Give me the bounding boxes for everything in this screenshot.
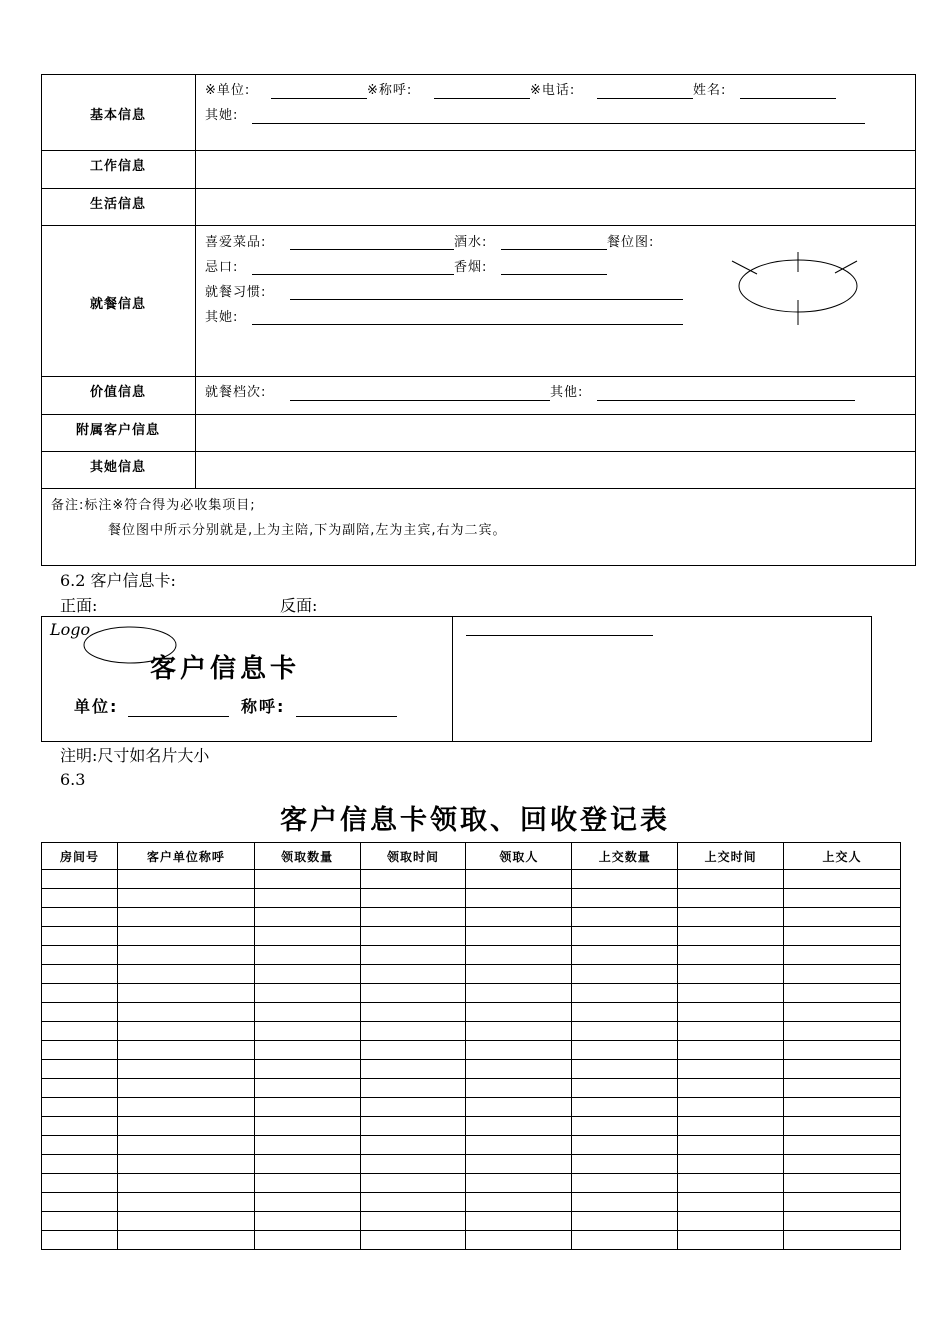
register-cell[interactable]	[254, 870, 360, 889]
register-cell[interactable]	[117, 908, 254, 927]
register-cell[interactable]	[572, 1003, 678, 1022]
row-label-dining: 就餐信息	[89, 297, 146, 312]
register-cell[interactable]	[572, 1212, 678, 1231]
card-title-line[interactable]	[296, 716, 397, 717]
register-cell[interactable]	[42, 984, 118, 1003]
register-row	[42, 1098, 901, 1117]
register-cell[interactable]	[784, 1079, 901, 1098]
register-cell[interactable]	[360, 1098, 466, 1117]
card-unit-line[interactable]	[128, 716, 229, 717]
register-cell[interactable]	[42, 1022, 118, 1041]
register-cell[interactable]	[117, 1003, 254, 1022]
register-cell[interactable]	[466, 984, 572, 1003]
field-label-cigarette: 香烟:	[454, 260, 488, 275]
register-cell[interactable]	[117, 1079, 254, 1098]
register-title: 客户信息卡领取、回收登记表	[280, 805, 670, 836]
register-cell[interactable]	[784, 1060, 901, 1079]
register-table	[41, 842, 901, 1250]
field-basic-other-line[interactable]	[252, 123, 865, 124]
field-favorite-dish-line[interactable]	[290, 249, 454, 250]
register-cell[interactable]	[360, 1174, 466, 1193]
register-cell[interactable]	[678, 1117, 784, 1136]
register-cell[interactable]	[784, 1117, 901, 1136]
register-cell[interactable]	[784, 1174, 901, 1193]
column-header: 上交人	[784, 843, 901, 870]
register-cell[interactable]	[466, 946, 572, 965]
register-cell[interactable]	[466, 1193, 572, 1212]
register-cell[interactable]	[678, 1098, 784, 1117]
register-cell[interactable]	[254, 1155, 360, 1174]
column-header: 上交时间	[678, 843, 784, 870]
register-cell[interactable]	[572, 1041, 678, 1060]
card-front-label: 正面:	[60, 596, 98, 615]
register-cell[interactable]	[784, 908, 901, 927]
register-cell[interactable]	[42, 1212, 118, 1231]
column-header: 上交数量	[572, 843, 678, 870]
card-logo-text: Logo	[50, 620, 91, 639]
register-row	[42, 1136, 901, 1155]
field-label-unit: ※单位:	[205, 83, 251, 98]
register-row	[42, 1212, 901, 1231]
register-row	[42, 965, 901, 984]
register-cell[interactable]	[572, 1079, 678, 1098]
register-body	[42, 870, 901, 1250]
register-cell[interactable]	[572, 1117, 678, 1136]
register-cell[interactable]	[572, 1231, 678, 1250]
field-label-seat-chart: 餐位图:	[607, 235, 655, 250]
register-cell[interactable]	[678, 908, 784, 927]
row-label-affiliated: 附属客户信息	[75, 423, 160, 438]
register-cell[interactable]	[42, 946, 118, 965]
register-cell[interactable]	[42, 889, 118, 908]
register-cell[interactable]	[360, 1041, 466, 1060]
register-cell[interactable]	[117, 889, 254, 908]
register-cell[interactable]	[254, 889, 360, 908]
row-label-basic: 基本信息	[89, 108, 146, 123]
register-cell[interactable]	[42, 1174, 118, 1193]
register-cell[interactable]	[360, 965, 466, 984]
register-cell[interactable]	[254, 927, 360, 946]
register-cell[interactable]	[360, 870, 466, 889]
row-label-other: 其她信息	[89, 460, 146, 475]
register-row	[42, 1193, 901, 1212]
register-cell[interactable]	[572, 870, 678, 889]
register-cell[interactable]	[678, 1193, 784, 1212]
register-cell[interactable]	[254, 1193, 360, 1212]
column-header: 领取人	[466, 843, 572, 870]
register-cell[interactable]	[117, 965, 254, 984]
register-cell[interactable]	[678, 1060, 784, 1079]
column-header: 客户单位称呼	[117, 843, 254, 870]
register-cell[interactable]	[117, 1041, 254, 1060]
register-cell[interactable]	[42, 908, 118, 927]
row-label-value: 价值信息	[89, 385, 146, 400]
register-cell[interactable]	[678, 1174, 784, 1193]
register-row	[42, 908, 901, 927]
field-taboo-line[interactable]	[252, 274, 454, 275]
register-cell[interactable]	[254, 1098, 360, 1117]
register-header-row	[42, 843, 901, 870]
note-line-1: 备注:标注※符合得为必收集项目;	[51, 498, 256, 513]
register-row	[42, 1231, 901, 1250]
register-cell[interactable]	[360, 1231, 466, 1250]
register-cell[interactable]	[254, 1136, 360, 1155]
register-cell[interactable]	[42, 1003, 118, 1022]
register-cell[interactable]	[360, 1117, 466, 1136]
register-cell[interactable]	[360, 1003, 466, 1022]
card-back-label: 反面:	[280, 596, 318, 615]
register-cell[interactable]	[42, 1060, 118, 1079]
register-cell[interactable]	[117, 1231, 254, 1250]
register-cell[interactable]	[117, 1098, 254, 1117]
register-cell[interactable]	[466, 1117, 572, 1136]
card-frame	[0, 610, 950, 750]
register-cell[interactable]	[784, 946, 901, 965]
card-label-unit: 单位:	[74, 697, 119, 716]
register-cell[interactable]	[572, 946, 678, 965]
register-cell[interactable]	[42, 1136, 118, 1155]
register-cell[interactable]	[678, 965, 784, 984]
note-line-2: 餐位图中所示分别就是,上为主陪,下为副陪,左为主宾,右为二宾。	[108, 523, 507, 538]
register-cell[interactable]	[42, 965, 118, 984]
register-row	[42, 1022, 901, 1041]
register-cell[interactable]	[678, 1003, 784, 1022]
register-row	[42, 1003, 901, 1022]
register-cell[interactable]	[254, 1022, 360, 1041]
register-cell[interactable]	[784, 1136, 901, 1155]
register-cell[interactable]	[254, 1231, 360, 1250]
register-cell[interactable]	[117, 1193, 254, 1212]
register-cell[interactable]	[117, 927, 254, 946]
register-cell[interactable]	[360, 927, 466, 946]
register-cell[interactable]	[784, 1098, 901, 1117]
register-cell[interactable]	[466, 1212, 572, 1231]
field-label-habit: 就餐习惯:	[205, 285, 267, 300]
register-cell[interactable]	[678, 1155, 784, 1174]
register-cell[interactable]	[572, 1098, 678, 1117]
field-level-line[interactable]	[290, 400, 550, 401]
register-cell[interactable]	[360, 1193, 466, 1212]
field-dining-other-line[interactable]	[252, 324, 683, 325]
field-value-other-line[interactable]	[597, 400, 855, 401]
register-cell[interactable]	[117, 870, 254, 889]
register-cell[interactable]	[572, 1155, 678, 1174]
register-cell[interactable]	[678, 984, 784, 1003]
register-cell[interactable]	[572, 1022, 678, 1041]
register-cell[interactable]	[117, 946, 254, 965]
field-label-basic-other: 其她:	[205, 108, 239, 123]
card-back-line[interactable]	[466, 635, 653, 636]
register-cell[interactable]	[360, 1022, 466, 1041]
register-cell[interactable]	[360, 1060, 466, 1079]
register-cell[interactable]	[254, 1117, 360, 1136]
register-cell[interactable]	[678, 1041, 784, 1060]
register-cell[interactable]	[360, 946, 466, 965]
register-cell[interactable]	[42, 1155, 118, 1174]
register-cell[interactable]	[254, 1003, 360, 1022]
register-cell[interactable]	[117, 1212, 254, 1231]
register-cell[interactable]	[572, 1174, 678, 1193]
register-cell[interactable]	[42, 1079, 118, 1098]
register-cell[interactable]	[784, 1231, 901, 1250]
row-label-work: 工作信息	[89, 159, 146, 174]
register-cell[interactable]	[784, 1212, 901, 1231]
register-cell[interactable]	[678, 1212, 784, 1231]
register-cell[interactable]	[466, 927, 572, 946]
register-row	[42, 927, 901, 946]
register-cell[interactable]	[42, 927, 118, 946]
register-cell[interactable]	[254, 1079, 360, 1098]
register-cell[interactable]	[572, 1136, 678, 1155]
register-cell[interactable]	[784, 870, 901, 889]
register-cell[interactable]	[117, 1174, 254, 1193]
register-cell[interactable]	[678, 1231, 784, 1250]
register-cell[interactable]	[678, 927, 784, 946]
card-title: 客户信息卡	[150, 654, 301, 684]
register-cell[interactable]	[466, 1003, 572, 1022]
register-cell[interactable]	[572, 1060, 678, 1079]
register-cell[interactable]	[254, 984, 360, 1003]
register-cell[interactable]	[466, 1098, 572, 1117]
register-cell[interactable]	[784, 1155, 901, 1174]
register-cell[interactable]	[117, 1117, 254, 1136]
seat-chart-diagram	[725, 245, 870, 330]
register-cell[interactable]	[678, 1079, 784, 1098]
register-cell[interactable]	[466, 1060, 572, 1079]
register-row	[42, 984, 901, 1003]
register-cell[interactable]	[117, 1060, 254, 1079]
register-row	[42, 1117, 901, 1136]
register-cell[interactable]	[572, 1193, 678, 1212]
register-cell[interactable]	[360, 1155, 466, 1174]
register-cell[interactable]	[360, 984, 466, 1003]
register-cell[interactable]	[360, 889, 466, 908]
register-cell[interactable]	[784, 1193, 901, 1212]
register-cell[interactable]	[117, 1136, 254, 1155]
register-cell[interactable]	[678, 889, 784, 908]
register-cell[interactable]	[466, 965, 572, 984]
register-cell[interactable]	[678, 1022, 784, 1041]
register-cell[interactable]	[466, 1136, 572, 1155]
register-cell[interactable]	[466, 1079, 572, 1098]
register-cell[interactable]	[572, 889, 678, 908]
register-cell[interactable]	[42, 1117, 118, 1136]
register-row	[42, 1041, 901, 1060]
column-header: 领取数量	[254, 843, 360, 870]
register-cell[interactable]	[784, 984, 901, 1003]
field-label-level: 就餐档次:	[205, 385, 267, 400]
register-row	[42, 946, 901, 965]
register-cell[interactable]	[42, 1041, 118, 1060]
register-cell[interactable]	[254, 1212, 360, 1231]
register-cell[interactable]	[466, 1022, 572, 1041]
register-row	[42, 1079, 901, 1098]
field-phone-line[interactable]	[597, 98, 693, 99]
field-title-line[interactable]	[434, 98, 530, 99]
register-cell[interactable]	[678, 946, 784, 965]
column-header: 领取时间	[360, 843, 466, 870]
field-label-taboo: 忌口:	[205, 260, 239, 275]
register-cell[interactable]	[572, 984, 678, 1003]
card-size-note: 注明:尺寸如名片大小	[60, 746, 210, 765]
register-cell[interactable]	[572, 908, 678, 927]
card-label-title: 称呼:	[241, 697, 286, 716]
field-drinks-line[interactable]	[501, 249, 607, 250]
register-cell[interactable]	[254, 908, 360, 927]
field-label-title: ※称呼:	[367, 83, 413, 98]
register-cell[interactable]	[572, 965, 678, 984]
column-header: 房间号	[42, 843, 118, 870]
register-section-number: 6.3	[60, 770, 86, 789]
register-cell[interactable]	[117, 1155, 254, 1174]
register-cell[interactable]	[466, 870, 572, 889]
card-section-heading: 6.2 客户信息卡:	[60, 571, 176, 590]
register-row	[42, 889, 901, 908]
register-cell[interactable]	[466, 1231, 572, 1250]
field-label-drinks: 酒水:	[454, 235, 488, 250]
register-cell[interactable]	[784, 965, 901, 984]
field-label-name: 姓名:	[693, 83, 727, 98]
field-label-dining-other: 其她:	[205, 310, 239, 325]
register-cell[interactable]	[117, 1022, 254, 1041]
register-cell[interactable]	[42, 870, 118, 889]
field-label-favorite-dish: 喜爱菜品:	[205, 235, 267, 250]
register-cell[interactable]	[360, 1212, 466, 1231]
register-cell[interactable]	[466, 908, 572, 927]
row-label-life: 生活信息	[89, 197, 146, 212]
register-cell[interactable]	[678, 870, 784, 889]
register-cell[interactable]	[360, 1079, 466, 1098]
register-row	[42, 1060, 901, 1079]
register-cell[interactable]	[784, 889, 901, 908]
register-cell[interactable]	[254, 1060, 360, 1079]
register-row	[42, 1174, 901, 1193]
register-cell[interactable]	[360, 1136, 466, 1155]
register-cell[interactable]	[784, 1003, 901, 1022]
register-cell[interactable]	[254, 946, 360, 965]
register-cell[interactable]	[254, 1174, 360, 1193]
field-label-phone: ※电话:	[530, 83, 576, 98]
register-cell[interactable]	[42, 1193, 118, 1212]
register-cell[interactable]	[466, 1041, 572, 1060]
register-cell[interactable]	[466, 1174, 572, 1193]
field-cigarette-line[interactable]	[501, 274, 607, 275]
register-cell[interactable]	[117, 984, 254, 1003]
field-unit-line[interactable]	[271, 98, 367, 99]
register-cell[interactable]	[42, 1098, 118, 1117]
register-cell[interactable]	[678, 1136, 784, 1155]
register-row	[42, 870, 901, 889]
field-habit-line[interactable]	[290, 299, 683, 300]
register-cell[interactable]	[360, 908, 466, 927]
register-cell[interactable]	[254, 965, 360, 984]
register-row	[42, 1155, 901, 1174]
register-cell[interactable]	[42, 1231, 118, 1250]
register-cell[interactable]	[254, 1041, 360, 1060]
register-cell[interactable]	[466, 1155, 572, 1174]
register-cell[interactable]	[466, 889, 572, 908]
register-cell[interactable]	[784, 1022, 901, 1041]
register-cell[interactable]	[784, 927, 901, 946]
register-cell[interactable]	[784, 1041, 901, 1060]
field-name-line[interactable]	[740, 98, 836, 99]
field-label-value-other: 其他:	[550, 385, 584, 400]
register-cell[interactable]	[572, 927, 678, 946]
